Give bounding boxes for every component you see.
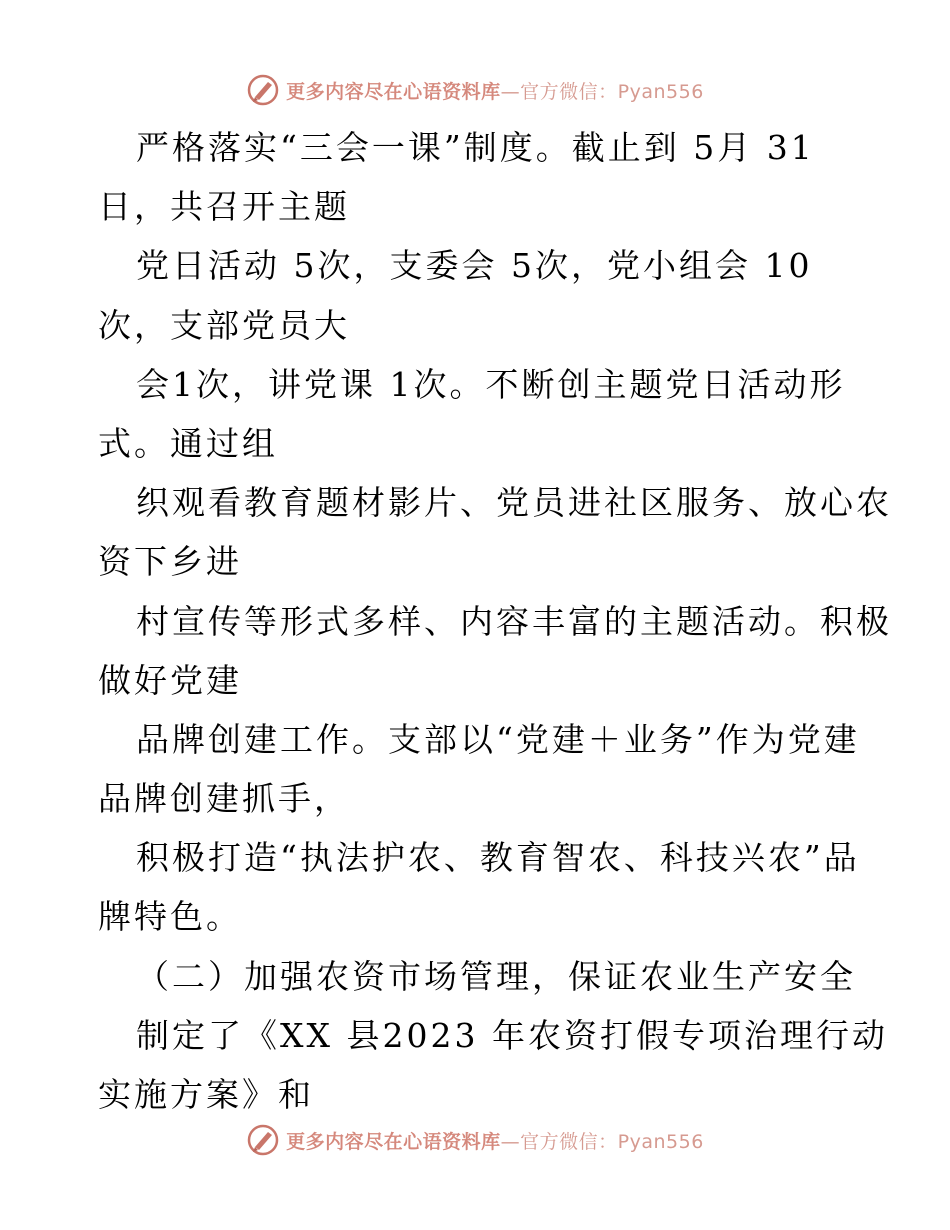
- text-line: 实施方案》和: [98, 1075, 314, 1114]
- document-body: [98, 118, 892, 1124]
- text-line: 式。通过组: [98, 423, 278, 463]
- watermark-brand: 更多内容尽在心语资料库: [286, 1130, 501, 1153]
- watermark-text: [286, 1127, 704, 1154]
- pen-circle-logo-icon: [246, 73, 280, 107]
- watermark-group: [246, 73, 704, 107]
- watermark-text: [286, 77, 704, 104]
- section-heading: （二）加强农资市场管理，保证农业生产安全: [136, 956, 856, 996]
- watermark-contact: —官方微信：Pyan556: [500, 80, 704, 103]
- text-line: 积极打造“执法护农、教育智农、科技兴农”品: [136, 838, 860, 878]
- header-watermark: [0, 70, 950, 110]
- text-line: 资下乡进: [98, 542, 242, 582]
- text-line: 牌特色。: [98, 897, 242, 937]
- watermark-brand: 更多内容尽在心语资料库: [286, 80, 501, 103]
- text-line: 严格落实“三会一课”制度。截止到 5月 31: [136, 128, 815, 167]
- watermark-contact: —官方微信：Pyan556: [500, 1130, 704, 1153]
- text-line: 品牌创建抓手，: [98, 779, 350, 819]
- watermark-group: [246, 1123, 704, 1157]
- pen-circle-logo-icon: [246, 1123, 280, 1157]
- text-line: 织观看教育题材影片、党员进社区服务、放心农: [136, 483, 892, 523]
- text-line: 做好党建: [98, 660, 242, 700]
- text-line: 日，共召开主题: [98, 187, 350, 227]
- text-line: 品牌创建工作。支部以“党建＋业务”作为党建: [136, 719, 860, 759]
- text-line: 党日活动 5次，支委会 5次，党小组会 10: [136, 246, 813, 286]
- text-line: 会1次，讲党课 1次。不断创主题党日活动形: [136, 364, 846, 404]
- text-line: 村宣传等形式多样、内容丰富的主题活动。积极: [136, 601, 892, 641]
- text-line: 制定了《XX 县2023 年农资打假专项治理行动: [136, 1015, 888, 1055]
- footer-watermark: [0, 1120, 950, 1160]
- text-line: 次，支部党员大: [98, 305, 350, 345]
